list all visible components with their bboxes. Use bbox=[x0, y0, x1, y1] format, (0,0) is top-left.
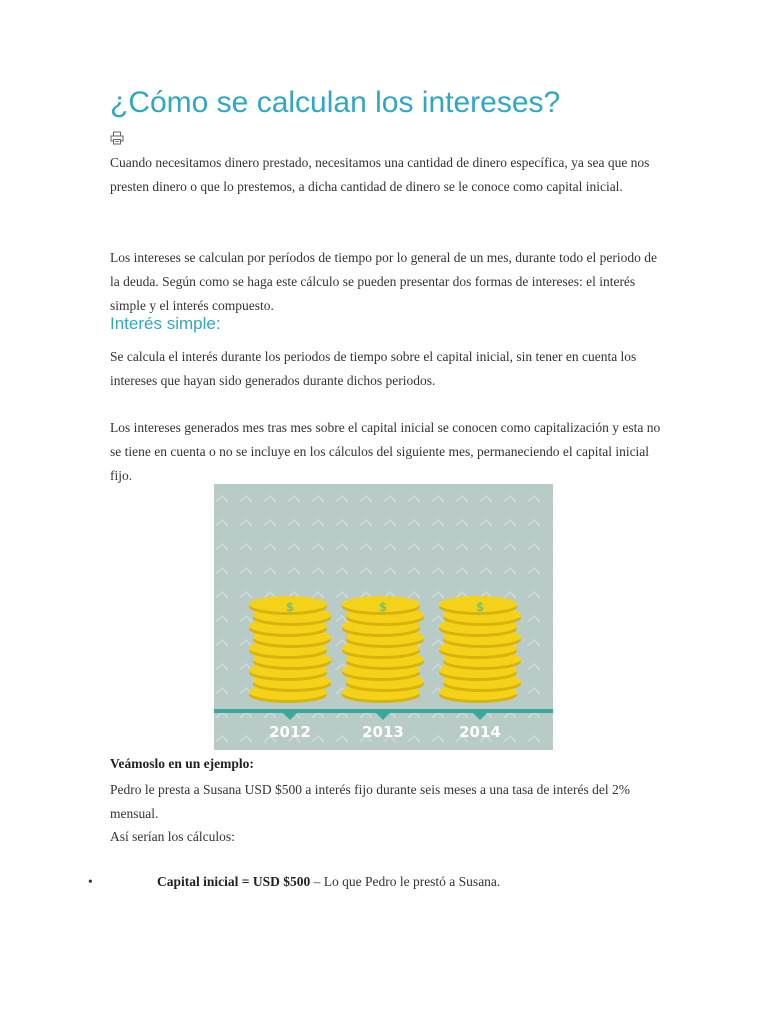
intro-paragraph-2: Los intereses se calculan por períodos de tiempo por lo general de un mes, durante todo el periodo de la deuda. Según como se haga este cálculo se pueden presentar dos formas de intereses: el interés simple y el interés compuesto. bbox=[110, 250, 657, 313]
example-paragraph: Pedro le presta a Susana USD $500 a interés fijo durante seis meses a una tasa de interés del 2% mensual. bbox=[110, 782, 630, 821]
coin-stack-2013 bbox=[342, 596, 424, 703]
year-label-2014: 2014 bbox=[459, 723, 501, 741]
bullet-dot: • bbox=[88, 874, 93, 889]
example-heading: Veámoslo en un ejemplo: bbox=[110, 756, 254, 771]
dollar-symbol: $ bbox=[285, 600, 295, 614]
simple-interest-paragraph-1: Se calcula el interés durante los periodos de tiempo sobre el capital inicial, sin tener en cuenta los intereses que hayan sido generados durante dichos periodos. bbox=[110, 349, 637, 388]
coin-stacks-illustration bbox=[214, 484, 553, 750]
simple-interest-paragraph-2: Los intereses generados mes tras mes sobre el capital inicial se conocen como capitalización y esta no se tiene en cuenta o no se incluye en los cálculos del siguiente mes, permaneciendo el capital inicial fijo. bbox=[110, 420, 661, 483]
year-label-2012: 2012 bbox=[269, 723, 311, 741]
coin-stack-2012 bbox=[249, 596, 331, 703]
page-title: ¿Cómo se calculan los intereses? bbox=[110, 86, 561, 119]
dollar-symbol: $ bbox=[475, 600, 485, 614]
timeline-bar bbox=[214, 709, 553, 713]
year-label-2013: 2013 bbox=[362, 723, 404, 741]
section-heading: Interés simple: bbox=[110, 314, 221, 333]
intro-paragraph-1: Cuando necesitamos dinero prestado, necesitamos una cantidad de dinero específica, ya sea que nos presten dinero o que lo prestemos, a dicha cantidad de dinero se le conoce como capital inicial. bbox=[110, 155, 650, 194]
printer-icon[interactable] bbox=[110, 131, 124, 145]
example-calc-intro: Así serían los cálculos: bbox=[110, 829, 235, 844]
coin-stack-2014 bbox=[439, 596, 521, 703]
dollar-symbol: $ bbox=[378, 600, 388, 614]
bullet-label: Capital inicial = USD $500 bbox=[157, 874, 311, 889]
bullet-text: – Lo que Pedro le prestó a Susana. bbox=[310, 874, 501, 889]
